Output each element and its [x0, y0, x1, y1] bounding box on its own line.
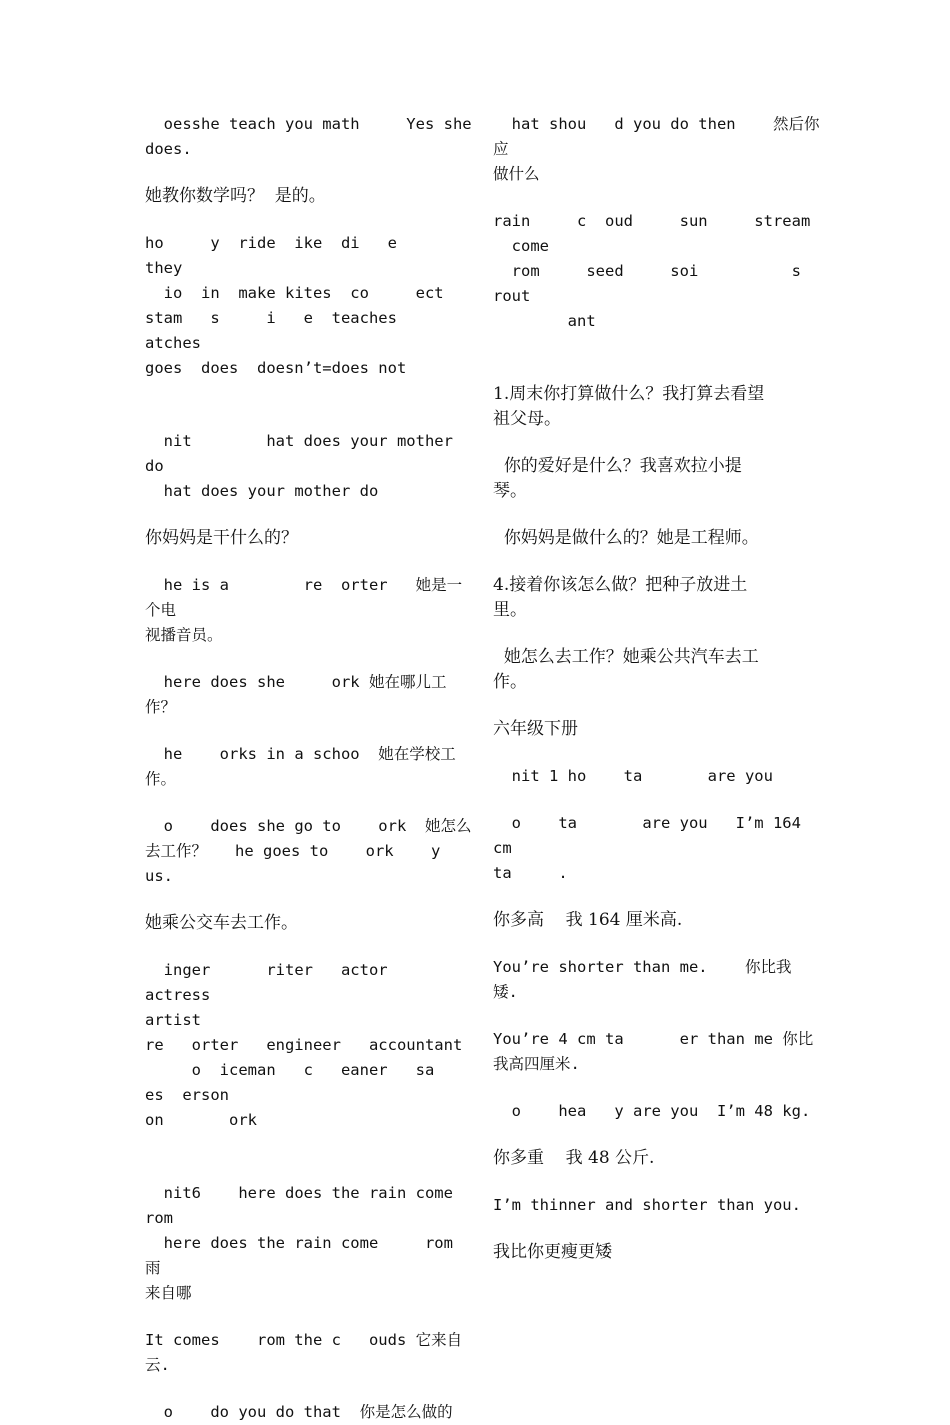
paragraph-gap [145, 1306, 475, 1328]
paragraph-gap [493, 933, 823, 955]
right-paragraph: hat shou d you do then 然后你应 做什么 [493, 115, 820, 183]
right-paragraph: 你多重 我 48 公斤. [493, 1148, 655, 1168]
left-paragraph: o does she go to ork 她怎么 去工作？ he goes to ork y us. [145, 817, 472, 885]
right-paragraph: 你多高 我 164 厘米高. [493, 910, 683, 930]
right-paragraph: o ta are you I’m 164 cm ta . [493, 814, 801, 882]
right-paragraph: 1.周末你打算做什么？我打算去看望 祖父母。 [493, 384, 765, 429]
paragraph-gap [145, 936, 475, 958]
paragraph-gap [493, 789, 823, 811]
right-paragraph: You’re 4 cm ta er than me 你比 我高四厘米. [493, 1030, 814, 1073]
left-paragraph: nit6 here does the rain come rom here does the rain come rom 雨 来自哪 [145, 1184, 453, 1302]
right-paragraph: 六年级下册 [493, 719, 578, 739]
left-paragraph: here does she ork 她在哪儿工 作？ [145, 673, 447, 716]
paragraph-gap [145, 551, 475, 573]
left-paragraph: 你妈妈是干什么的？ [145, 528, 298, 548]
paragraph-gap [493, 1077, 823, 1099]
left-paragraph: nit hat does your mother do hat does your mother do [145, 432, 453, 500]
right-column [493, 112, 823, 1265]
paragraph-gap [145, 792, 475, 814]
left-paragraph: inger riter actor actress artist re orter engineer accountant o iceman c eaner sa es erson on ork [145, 961, 463, 1129]
right-paragraph: 4.接着你该怎么做？把种子放进土 里。 [493, 575, 748, 620]
left-paragraph: oesshe teach you math Yes she does. [145, 115, 472, 158]
paragraph-gap [493, 551, 823, 573]
paragraph-gap [493, 1171, 823, 1193]
left-paragraph: 她乘公交车去工作。 [145, 913, 298, 933]
right-paragraph: You’re shorter than me. 你比我 矮. [493, 958, 792, 1001]
paragraph-gap [493, 623, 823, 645]
paragraph-gap [493, 432, 823, 454]
paragraph-gap [145, 162, 475, 184]
right-paragraph: I’m thinner and shorter than you. [493, 1196, 801, 1214]
paragraph-gap [145, 889, 475, 911]
right-paragraph: 她怎么去工作？她乘公共汽车去工 作。 [493, 647, 759, 692]
paragraph-gap [493, 742, 823, 764]
left-column [145, 112, 475, 1425]
left-paragraph: he orks in a schoo 她在学校工 作。 [145, 745, 456, 788]
right-paragraph: 你妈妈是做什么的？她是工程师。 [493, 528, 759, 548]
left-paragraph: he is a re orter 她是一个电 视播音员。 [145, 576, 463, 644]
paragraph-gap [145, 1378, 475, 1400]
paragraph-gap [145, 381, 475, 429]
paragraph-gap [493, 1124, 823, 1146]
left-paragraph: It comes rom the c ouds 它来自 云. [145, 1331, 463, 1374]
paragraph-gap [493, 504, 823, 526]
left-paragraph: ho y ride ike di e they io in make kites co ect stam s i e teaches atches goes does doesn’t=does not [145, 234, 444, 377]
paragraph-gap [493, 1005, 823, 1027]
paragraph-gap [493, 334, 823, 382]
paragraph-gap [493, 886, 823, 908]
right-paragraph: 你的爱好是什么？我喜欢拉小提 琴。 [493, 456, 742, 501]
right-paragraph: nit 1 ho ta are you [493, 767, 773, 785]
paragraph-gap [145, 504, 475, 526]
paragraph-gap [493, 187, 823, 209]
paragraph-gap [493, 695, 823, 717]
left-paragraph: o do you do that 你是怎么做的 [145, 1403, 453, 1421]
right-paragraph: o hea y are you I’m 48 kg. [493, 1102, 811, 1120]
paragraph-gap [145, 209, 475, 231]
right-paragraph: 我比你更瘦更矮 [493, 1242, 612, 1262]
paragraph-gap [145, 1133, 475, 1181]
paragraph-gap [145, 720, 475, 742]
right-paragraph: rain c oud sun stream come rom seed soi s rout ant [493, 212, 811, 330]
paragraph-gap [145, 648, 475, 670]
paragraph-gap [493, 1218, 823, 1240]
left-paragraph: 她教你数学吗？ 是的。 [145, 186, 326, 206]
